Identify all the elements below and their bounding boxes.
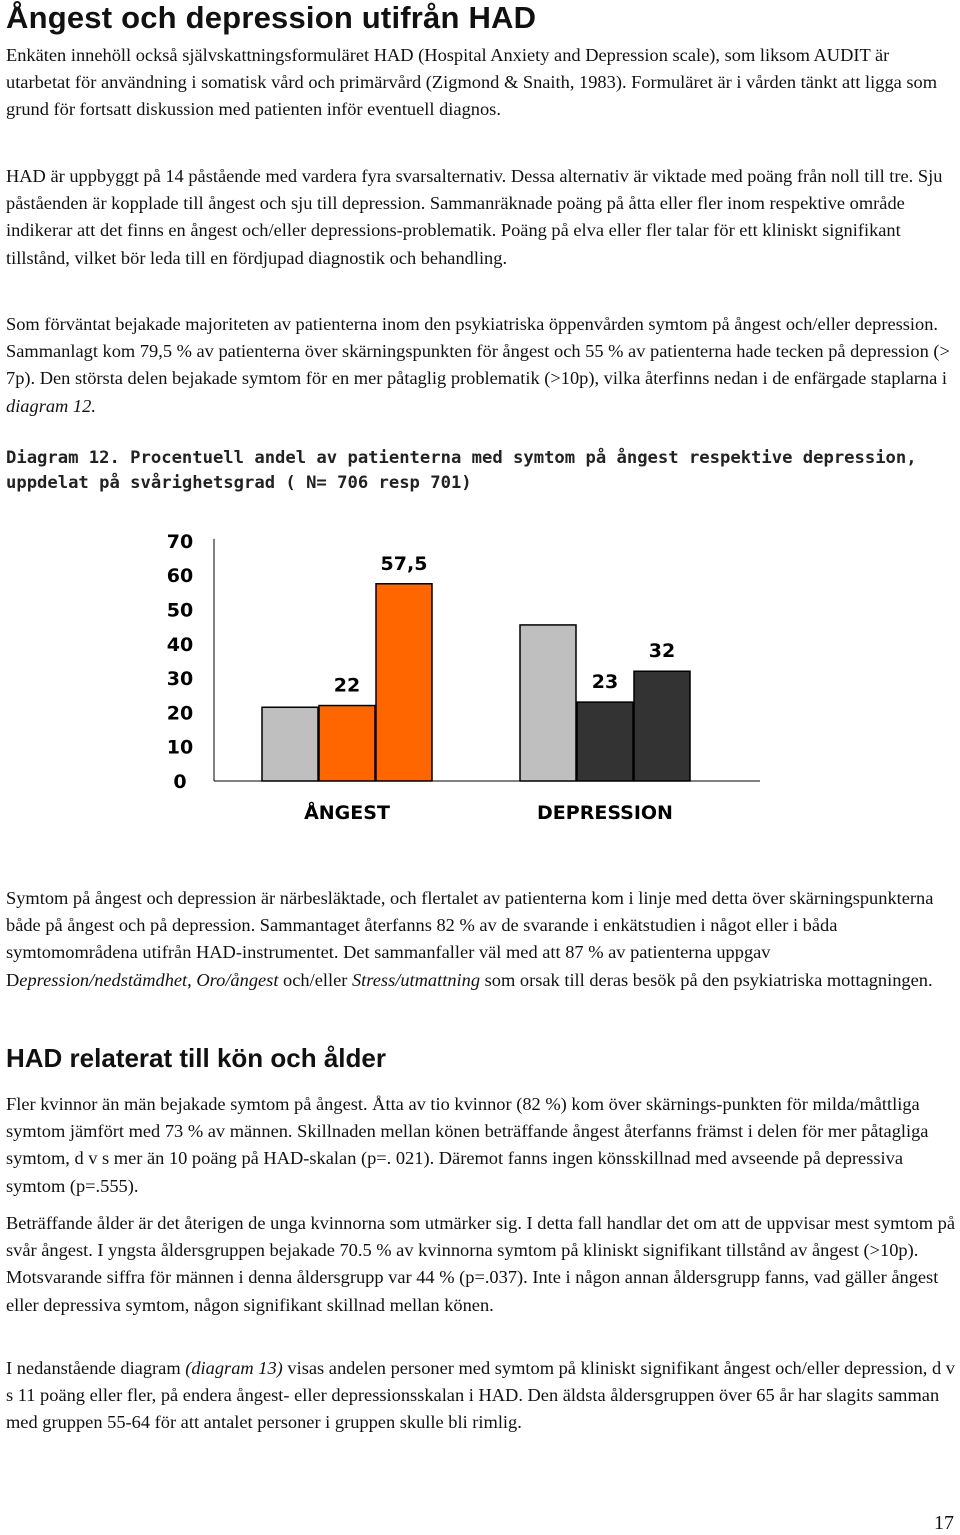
d13-text-3: samman med gruppen 55-64 för att antalet personer i gruppen skulle bli rimlig.	[6, 1385, 940, 1433]
d13-italic-s: s	[866, 1385, 874, 1406]
bar	[376, 584, 432, 781]
symptom-reason-2: Oro/ångest	[196, 969, 279, 990]
x-category-label: ÅNGEST	[304, 802, 390, 824]
data-label: 22	[333, 674, 361, 697]
symptom-reason-3: Stress/utmattning	[351, 969, 481, 990]
y-tick-label: 40	[166, 633, 194, 656]
data-label: 57,5	[380, 552, 428, 575]
symptom-text: Symtom på ångest och depression är närbesläktade, och flertalet av patienterna kom i linje med detta över skärningspunkterna både på ångest och på depression. Sammantaget återfanns 82 % av de svarande i enkätstudien i något eller i båda symtomområdena utifrån HAD-instrumentet. Det sammanfaller väl med att 87 % av patienterna uppgav D	[6, 888, 934, 990]
x-category-label: DEPRESSION	[537, 802, 673, 824]
y-tick-label: 70	[166, 530, 194, 553]
data-label: 32	[648, 640, 676, 663]
y-tick-label: 50	[166, 599, 194, 622]
page-title: Ångest och depression utifrån HAD	[6, 0, 537, 35]
d13-text-2: visas andelen personer med symtom på kliniskt signifikant ångest och/eller depression, d v s 11 poäng eller fler, på endera ångest- eller depressionsskalan i HAD. Den äldsta åldersgruppen över 65 år har slagit	[6, 1358, 955, 1406]
page-number: 17	[934, 1512, 954, 1534]
symptom-text-end: som orsak till deras besök på den psykiatriska mottagningen.	[480, 969, 933, 990]
gender-paragraph: Fler kvinnor än män bejakade symtom på ångest. Åtta av tio kvinnor (82 %) kom över skärnings-punkten för milda/måttliga symtom jämfört med 73 % av männen. Skillnaden mellan könen beträffande ångest återfanns främst i delen för mer påtagliga symtom, d v s mer än 10 poäng på HAD-skalan (p=. 021). Däremot fanns ingen könsskillnad med avseende på depressiva symtom (p=.555).	[6, 1094, 929, 1196]
results-paragraph	[6, 311, 956, 420]
diagram13-paragraph	[6, 1355, 956, 1437]
y-tick-label: 20	[166, 702, 194, 725]
section-heading: HAD relaterat till kön och ålder	[6, 1043, 386, 1073]
separator: ,	[187, 969, 197, 990]
y-tick-label: 30	[166, 668, 194, 691]
bar	[262, 707, 318, 781]
bar	[577, 702, 633, 781]
bar-chart	[0, 525, 960, 835]
d13-text-1: I nedanstående diagram	[6, 1358, 186, 1378]
diagram-reference: diagram 12.	[6, 395, 96, 416]
d13-reference: (diagram 13)	[185, 1358, 283, 1378]
y-tick-label: 0	[173, 771, 187, 793]
symptom-reason-1: epression/nedstämdhet	[19, 969, 188, 990]
symptom-paragraph	[6, 885, 956, 994]
intro-paragraph-2: HAD är uppbyggt på 14 påstående med vardera fyra svarsalternativ. Dessa alternativ är viktade med poäng från noll till tre. Sju påståenden är kopplade till ångest och sju till depression. Sammanräknade poäng på åtta eller fler inom respektive område indikerar att det finns en ångest och/eller depressions-problematik. Poäng på elva eller fler talar för ett kliniskt signifikant tillstånd, vilket bör leda till en fördjupad diagnostik och behandling.	[6, 166, 943, 268]
data-label: 23	[591, 671, 619, 694]
diagram-caption: Diagram 12. Procentuell andel av patienterna med symtom på ångest respektive depression, uppdelat på svårighetsgrad ( N= 706 resp 701)	[6, 448, 917, 493]
y-tick-label: 10	[166, 736, 194, 759]
bar	[520, 625, 576, 781]
age-paragraph: Beträffande ålder är det återigen de unga kvinnorna som utmärker sig. I detta fall handlar det om att de uppvisar mest symtom på svår ångest. I yngsta åldersgruppen bejakade 70.5 % av kvinnorna symtom på kliniskt signifikant tillstånd av ångest (>10p). Motsvarande siffra för männen i denna åldersgrupp var 44 % (p=.037). Inte i någon annan åldersgrupp fanns, vad gäller ångest eller depressiva symtom, någon signifikant skillnad mellan könen.	[6, 1213, 956, 1315]
bar	[319, 706, 375, 781]
bar	[634, 671, 690, 781]
intro-paragraph-1: Enkäten innehöll också självskattningsformuläret HAD (Hospital Anxiety and Depression scale), som liksom AUDIT är utarbetat för användning i somatisk vård och primärvård (Zigmond & Snaith, 1983). Formuläret är i vården tänkt att ligga som grund för fortsatt diskussion med patienten inför eventuell diagnos.	[6, 45, 938, 120]
results-text: Som förväntat bejakade majoriteten av patienterna inom den psykiatriska öppenvården symtom på ångest och/eller depression. Sammanlagt kom 79,5 % av patienterna över skärningspunkten för ångest och 55 % av patienterna hade tecken på depression (> 7p). Den största delen bejakade symtom för en mer påtaglig problematik (>10p), vilka återfinns nedan i de enfärgade staplarna i	[6, 314, 950, 389]
y-tick-label: 60	[166, 565, 194, 588]
connector: och/eller	[278, 969, 352, 990]
